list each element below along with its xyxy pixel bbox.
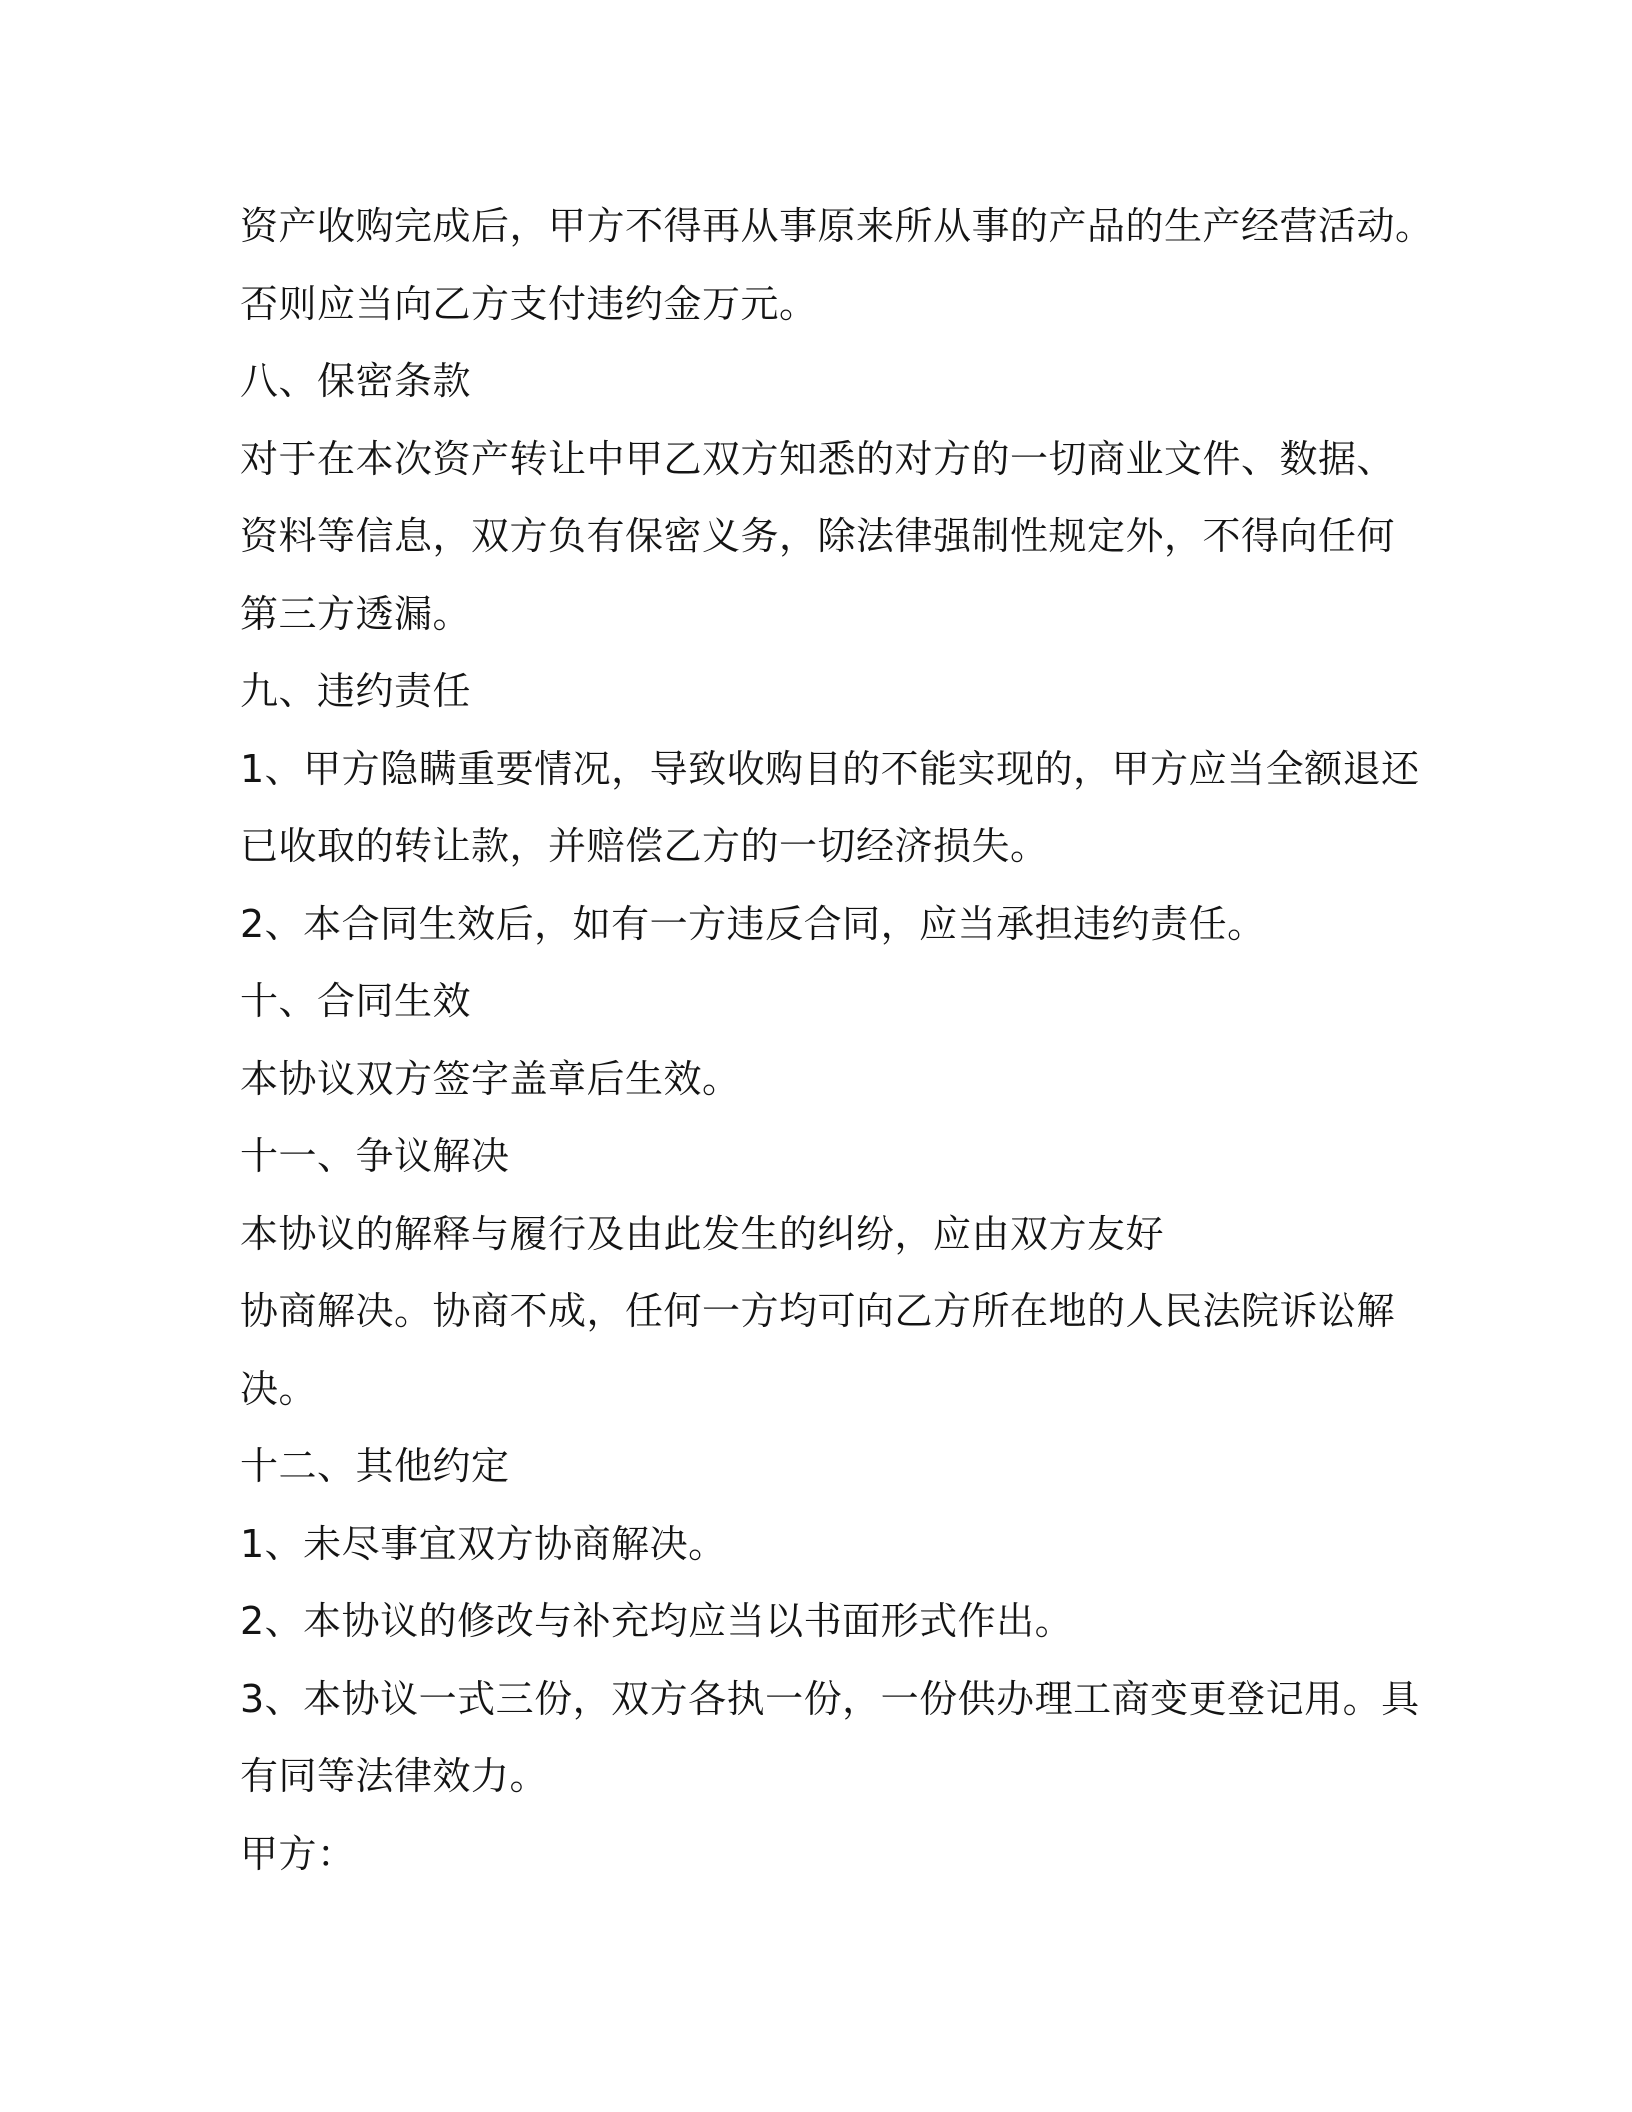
paragraph-line: 1、未尽事宜双方协商解决。 [240,1521,727,1566]
paragraph-line: 2、本协议的修改与补充均应当以书面形式作出。 [240,1599,1074,1643]
paragraph-line: 有同等法律效力。 [240,1754,549,1798]
signature-label-party-a: 甲方： [240,1831,356,1876]
paragraph-line: 资料等信息，双方负有保密义务，除法律强制性规定外，不得向任何 [240,514,1396,558]
document-body [240,188,1440,1893]
paragraph-line: 3、本协议一式三份，双方各执一份，一份供办理工商变更登记用。具 [240,1676,1420,1721]
paragraph-line: 对于在本次资产转让中甲乙双方知悉的对方的一切商业文件、数据、 [240,436,1396,481]
section-heading: 九、违约责任 [240,669,472,713]
paragraph-line: 本协议双方签字盖章后生效。 [240,1056,741,1101]
paragraph-line: 已收取的转让款，并赔偿乙方的一切经济损失。 [240,824,1049,868]
paragraph-line: 本协议的解释与履行及由此发生的纠纷，应由双方友好 [240,1211,1165,1256]
paragraph-line: 否则应当向乙方支付违约金万元。 [240,281,818,326]
paragraph-line: 协商解决。协商不成，任何一方均可向乙方所在地的人民法院诉讼解 [240,1289,1396,1333]
paragraph-line: 2、本合同生效后，如有一方违反合同，应当承担违约责任。 [240,901,1266,946]
paragraph-line: 第三方透漏。 [240,591,472,636]
paragraph-line: 资产收购完成后，甲方不得再从事原来所从事的产品的生产经营活动。 [240,204,1434,248]
paragraph-line: 决。 [240,1366,318,1411]
section-heading: 十二、其他约定 [240,1444,510,1488]
section-heading: 十一、争议解决 [240,1134,510,1178]
paragraph-line: 1、甲方隐瞒重要情况，导致收购目的不能实现的，甲方应当全额退还 [240,746,1420,791]
section-heading: 八、保密条款 [240,359,472,403]
section-heading: 十、合同生效 [240,979,472,1023]
